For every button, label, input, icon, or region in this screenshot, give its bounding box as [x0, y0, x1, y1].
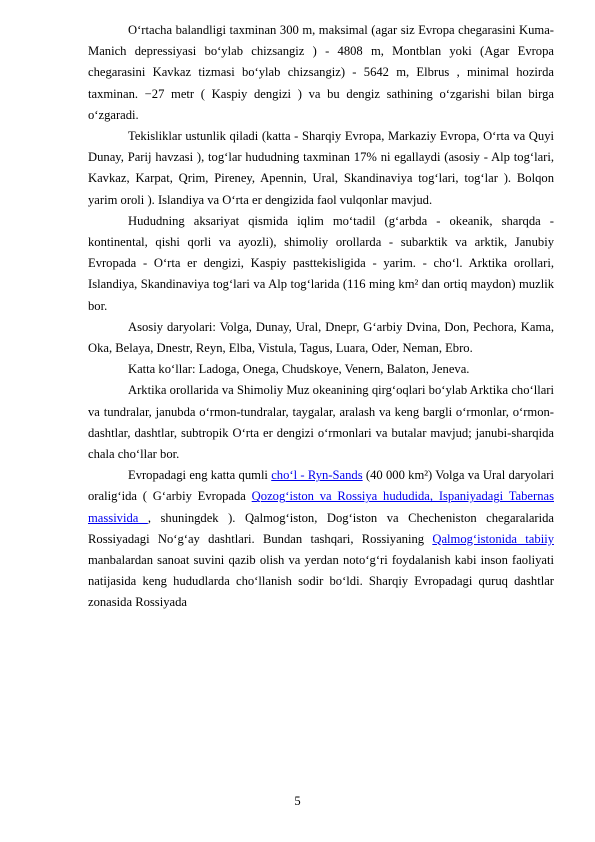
paragraph-lakes: Katta ko‘llar: Ladoga, Onega, Chudskoye, Venern, Balaton, Jeneva. — [128, 362, 470, 377]
document-page — [88, 20, 554, 614]
paragraph-rivers: Asosiy daryolari: Volga, Dunay, Ural, Dnepr, G‘arbiy Dvina, Don, Pechora, Kama, Oka, Belaya, Dnestr, Reyn, Elba, Vistula, Tagus, Luara, Oder, Neman, Ebro. — [88, 319, 554, 356]
text-segment: manbalardan sanoat suvini qazib olish va yerdan noto‘g‘ri foydalanish kabi inson faoliyati natijasida keng hududlarda cho‘llanish sodir bo‘ldi. Sharqiy Evropadagi quruq dashtlar zonasida Rossiyada — [88, 553, 554, 610]
page-number: 5 — [294, 794, 301, 808]
paragraph-plains-mountains: Tekisliklar ustunlik qiladi (katta - Sharqiy Evropa, Markaziy Evropa, O‘rta va Quyi Dunay, Parij havzasi ), tog‘lar hududning taxminan 17% ni egallaydi (asosiy - Alp tog‘lari, Kavkaz, Karpat, Qrim, Pireney, Apennin, Ural, Skandinaviya tog‘lari, tog‘lar ). Bolqon yarim oroli ). Islandiya va O‘rta er dengizida faol vulqonlar mavjud. — [88, 129, 554, 207]
link-kazakhstan-russia[interactable]: Qozog‘iston va Rossiya hududida, Ispaniyadagi Tabernas massivida — [88, 489, 554, 525]
text-segment: (40 000 km²) Volga va Ural daryolari oralig‘ida ( G‘arbiy Evropada — [88, 468, 554, 504]
link-kalmykia[interactable]: Qalmog‘istonida tabiiy — [432, 531, 554, 546]
paragraph-relief: O‘rtacha balandligi taxminan 300 m, maksimal (agar siz Evropa chegarasini Kuma-Manich depressiyasi bo‘ylab chizsangiz ) - 4808 m, Montblan yoki (Agar Evropa chegarasini Kavkaz tizmasi bo‘ylab chizsangiz) - 5642 m, Elbrus , minimal hozirda taxminan. −27 metr ( Kaspiy dengizi ) va bu dengiz sathining o‘zgarishi bilan birga o‘zgaradi. — [88, 23, 554, 122]
text-segment: Evropadagi eng katta qumli — [128, 468, 272, 483]
link-ryn-sands[interactable]: cho‘l - Ryn-Sands — [271, 468, 363, 483]
paragraph-vegetation: Arktika orollarida va Shimoliy Muz okeanining qirg‘oqlari bo‘ylab Arktika cho‘llari va tundralar, janubda o‘rmon-tundralar, taygalar, aralash va keng bargli o‘rmonlar, o‘rmon-dashtlar, dashtlar, subtropik O‘rta er dengizi o‘rmonlari va butalar mavjud; janubi-sharqida chala cho‘llar bor. — [88, 383, 554, 462]
text-segment: , shuningdek ). Qalmog‘iston, Dog‘iston va Checheniston chegaralarida Rossiyadagi No‘g‘ay dashtlari. Bundan tashqari, Rossiyaning — [88, 510, 554, 546]
paragraph-climate: Hududning aksariyat qismida iqlim mo‘tadil (g‘arbda - okeanik, sharqda - kontinental, qishi qorli va ayozli), shimoliy orollarda - subarktik va arktik, Janubiy Evropada - O‘rta er dengizi, Kaspiy pasttekisligida - yarim. - cho‘l. Arktika orollari, Islandiya, Skandinaviya tog‘lari va Alp tog‘larida (116 ming km² dan ortiq maydon) muzlik bor. — [88, 213, 554, 313]
paragraph-deserts — [88, 465, 554, 613]
